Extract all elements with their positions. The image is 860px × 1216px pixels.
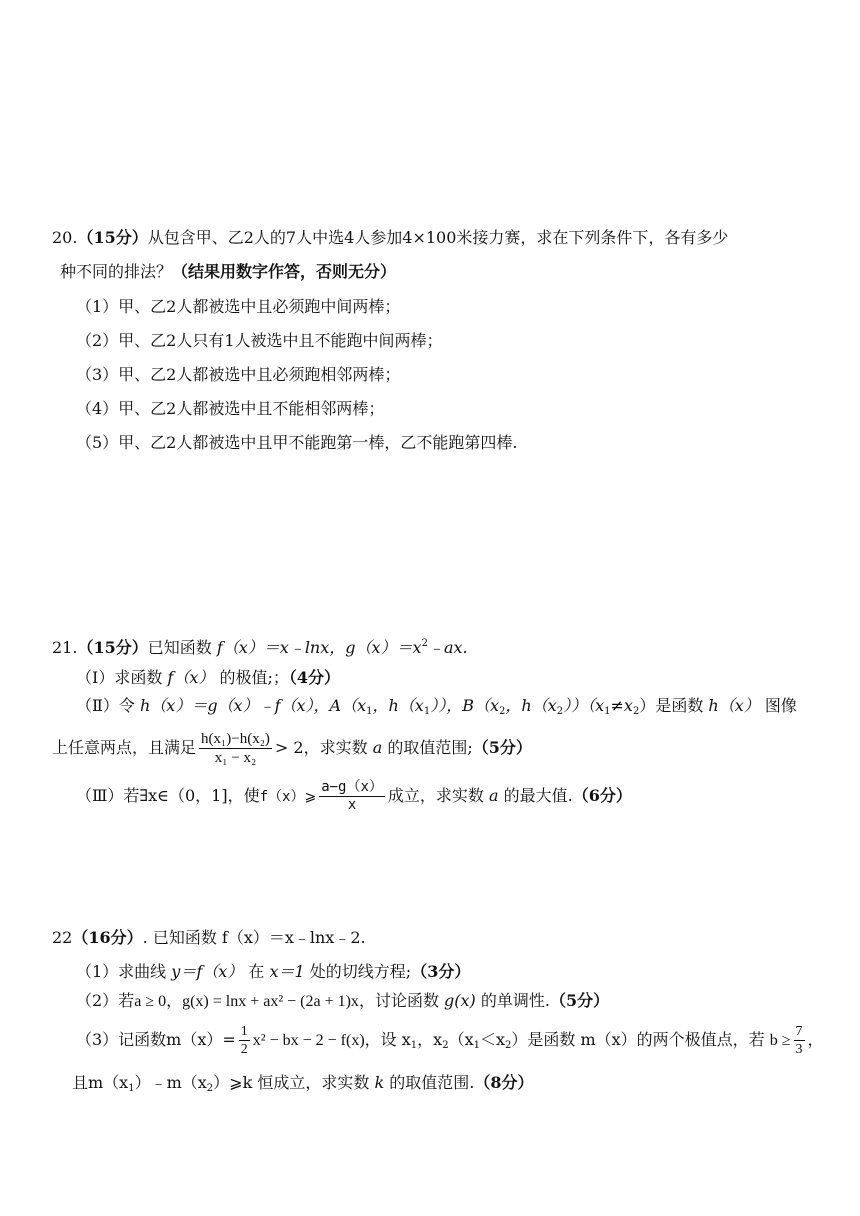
frac-numerator: 7: [795, 1024, 803, 1039]
q22-p3-lt: ＜x: [479, 1030, 505, 1049]
q22-p3b-score: （8分）: [474, 1073, 534, 1092]
q22-p1-mid: 在: [248, 962, 265, 981]
q22-p2-mid: ，讨论函数: [358, 991, 439, 1010]
q22-p3b-mid: ）﹣m（x: [134, 1073, 207, 1092]
frac-denominator: x: [347, 797, 357, 813]
q21-p3-lhs: f（x）⩾: [259, 789, 317, 805]
q22-part-2: [76, 991, 609, 1012]
q22-part-1: [76, 962, 470, 982]
sub-2: 2: [632, 706, 640, 717]
q22-p2-pre: （2）若: [76, 991, 135, 1010]
q21-part-1: [76, 668, 340, 688]
q21-p2-b3: ））（x: [563, 696, 605, 715]
frac-denominator: 3: [795, 1042, 803, 1057]
q20-line-2: [60, 262, 396, 282]
q20-item-4: （4）甲、乙2人都被选中且不能相邻两棒；: [76, 399, 385, 418]
frac-numerator: h(x₁)−h(x₂): [201, 731, 270, 747]
q21-p1-score: （4分）: [288, 668, 341, 687]
q21-g-sup: 2: [421, 638, 428, 649]
q22-p3-c2: （x: [448, 1030, 474, 1049]
q21-p2-label: （Ⅱ）令: [76, 696, 135, 715]
q22-p3-b: b ≥: [769, 1032, 791, 1049]
q21-p2-end: ）是函数: [639, 696, 704, 715]
q21-p2b-rest: 的取值范围;: [387, 738, 473, 757]
q22-p3-half: [239, 1023, 250, 1058]
q21-p3-end: 的最大值.: [503, 786, 573, 805]
q20-item-1: （1）甲、乙2人都被选中且必须跑中间两棒；: [76, 297, 401, 316]
q21-g-def-a: g（x）＝x: [345, 638, 422, 657]
q21-line-1: [52, 634, 468, 658]
q21-part-2: [76, 696, 797, 722]
q20-stem-1: 从包含甲、乙2人的7人中选4人参加4×100米接力赛，求在下列条件下，各有多少: [147, 228, 729, 247]
q22-p3-comma: ，: [807, 1030, 824, 1049]
frac-denominator: 2: [240, 1042, 248, 1057]
q20-item-3: （3）甲、乙2人都被选中且必须跑相邻两棒；: [76, 365, 401, 384]
q21-p2b-gt: > 2，求实数: [274, 738, 368, 757]
sub-1: 1: [423, 706, 431, 717]
q21-p1-label: （Ⅰ）求函数: [76, 668, 163, 687]
q21-p2b-fraction: [199, 730, 272, 767]
q22-p3-expr: x² − bx − 2 − f(x): [252, 1032, 365, 1049]
q22-p1-x: x＝1: [269, 962, 305, 981]
q21-p1-f: f（x）: [167, 668, 215, 687]
q21-part-3: [76, 778, 632, 815]
q21-f-def: f（x）＝x﹣lnx，: [216, 638, 346, 657]
sub-2: 2: [505, 1040, 512, 1051]
q21-p2-neq: ≠x: [610, 696, 633, 715]
q21-p3-fraction: [319, 779, 385, 814]
q22-p3-mid: ，设 x: [364, 1030, 411, 1049]
q21-p1-rest: 的极值;；: [219, 668, 289, 687]
q21-p2-h: h（x）: [708, 696, 760, 715]
q22-part-3b: [72, 1073, 533, 1099]
q20-number: 20.: [52, 228, 78, 247]
q21-number: 21.: [52, 638, 78, 657]
q20-item-2: （2）甲、乙2人只有1人被选中且不能跑中间两棒；: [76, 331, 443, 350]
q21-p2b-pre: 上任意两点，且满足: [52, 738, 197, 757]
q22-p3b-end: 的取值范围.: [389, 1073, 475, 1092]
sub-1: 1: [128, 1083, 135, 1094]
q22-p1-eq: y＝f（x）: [171, 962, 244, 981]
frac-denominator: x₁ − x₂: [214, 750, 257, 766]
q20-stem-2: 种不同的排法？: [60, 262, 173, 281]
q22-p3-c1: ，x: [417, 1030, 443, 1049]
q20-score: （15分）: [77, 228, 148, 247]
q21-p2-b2: ，h（x: [505, 696, 557, 715]
q21-p2-tail: 图像: [764, 696, 797, 715]
q22-stem: . 已知函数 f（x）＝x﹣lnx﹣2.: [142, 928, 366, 947]
q22-p3-pre: （3）记函数m（x）=: [76, 1030, 236, 1049]
sub-2: 2: [442, 1040, 449, 1051]
q21-g-def-b: ﹣ax.: [427, 638, 468, 657]
q22-p1-score: （3分）: [411, 962, 471, 981]
q21-p2b-score: （5分）: [472, 738, 532, 757]
q21-part-2b: [52, 730, 532, 767]
sub-2: 2: [556, 706, 564, 717]
sub-2: 2: [499, 706, 506, 717]
q22-p3b-rest: ）⩾k 恒成立，求实数: [213, 1073, 370, 1092]
sub-1: 1: [473, 1040, 480, 1051]
q22-p3b-k: k: [374, 1073, 385, 1092]
sub-1: 1: [604, 706, 611, 717]
q22-p2-cond: a ≥ 0，g(x) = lnx + ax² − (2a + 1)x: [134, 993, 359, 1010]
q22-number: 22: [52, 928, 73, 947]
q22-p3-c3: ）是函数 m（x）的两个极值点，若: [511, 1030, 765, 1049]
q21-p2-text: h（x）＝g（x）﹣f（x），A（x: [139, 696, 367, 715]
q21-p2-a2: ，h（x: [372, 696, 424, 715]
sub-1: 1: [410, 1040, 418, 1051]
sub-2: 2: [206, 1083, 214, 1094]
q20-note: （结果用数字作答，否则无分）: [172, 262, 397, 281]
q21-p2b-a: a: [372, 738, 383, 757]
q22-part-3: [76, 1020, 824, 1066]
q22-line-1: [52, 928, 366, 948]
q21-p3-score: （6分）: [572, 786, 632, 805]
q20-line-1: [52, 228, 728, 248]
q21-p3-rest: 成立，求实数: [387, 786, 484, 805]
sub-1: 1: [366, 706, 373, 717]
q20-item-5: （5）甲、乙2人都被选中且甲不能跑第一棒，乙不能跑第四棒.: [76, 433, 518, 452]
frac-numerator: 1: [240, 1024, 248, 1039]
q22-p1-rest: 处的切线方程;: [309, 962, 412, 981]
q22-p3b-pre: 且m（x: [72, 1073, 129, 1092]
q22-p1-pre: （1）求曲线: [76, 962, 167, 981]
q21-p3-a: a: [489, 786, 499, 805]
q21-p2-a3: ）），B（x: [430, 696, 499, 715]
q22-score: （16分）: [72, 928, 143, 947]
q22-p2-rest: 的单调性.: [480, 991, 550, 1010]
q22-p3-seven-thirds: [794, 1023, 805, 1058]
q22-p2-g: g(x): [444, 991, 476, 1010]
q21-score: （15分）: [77, 638, 148, 657]
q22-p2-score: （5分）: [549, 991, 610, 1010]
q21-stem: 已知函数: [147, 638, 212, 657]
frac-numerator: a−g（x）: [321, 779, 383, 795]
q21-p3-pre: （Ⅲ）若∃x∈（0，1]，使: [76, 786, 260, 805]
